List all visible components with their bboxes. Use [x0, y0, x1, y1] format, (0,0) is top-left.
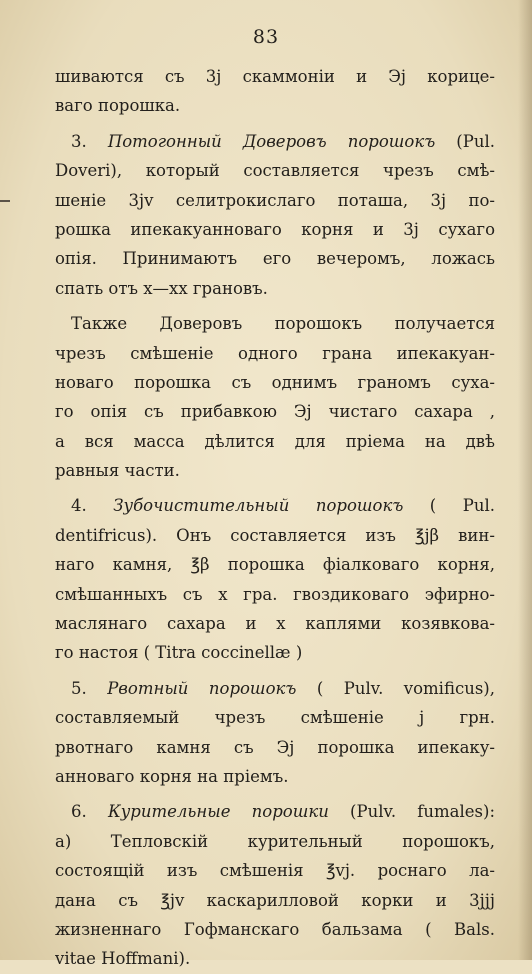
text-line [55, 244, 495, 273]
text-segment: 3. [71, 131, 108, 151]
text-segment: рвотнаго камня съ Эj порошка ипекаку- [55, 737, 495, 757]
text-segment: Также Доверовъ порошокъ получается [71, 314, 495, 334]
text-segment: чрезъ смѣшеніе одного грана ипекакуан- [55, 343, 495, 363]
text-line [55, 521, 495, 550]
text-segment: состоящій изъ смѣшенія ℥vj. роснаго ла- [55, 861, 495, 881]
text-line [55, 339, 495, 368]
text-line [55, 609, 495, 638]
text-line [55, 733, 495, 762]
text-line [55, 397, 495, 426]
text-segment: смѣшанныхъ съ x гра. гвоздиковаго эфирно- [55, 584, 495, 604]
text-segment: го опія съ прибавкою Эj чистаго сахара , [55, 402, 495, 422]
text-line [55, 427, 495, 456]
text-segment: шиваются съ 3j скаммоніи и Эj корице- [55, 67, 495, 86]
text-segment: новаго порошка съ однимъ граномъ суха- [55, 372, 495, 392]
text-line [55, 797, 495, 826]
text-segment: 4. [71, 496, 114, 516]
text-line [55, 703, 495, 732]
page-edge-shadow [518, 0, 532, 960]
text-segment: 6. [71, 802, 108, 822]
text-line [55, 91, 495, 120]
paragraph [55, 797, 495, 973]
paragraph [55, 127, 495, 303]
text-segment: шеніе 3jv селитрокислаго поташа, 3j по- [55, 190, 495, 210]
text-line [55, 762, 495, 791]
text-line [55, 368, 495, 397]
text-segment: дана съ ℥jv каскарилловой корки и 3jjj [55, 890, 495, 910]
text-segment: рошка ипекакуанноваго корня и 3j сухаго [55, 219, 495, 239]
text-line [55, 215, 495, 244]
text-segment: vitae Hoffmani). [55, 949, 191, 969]
text-segment: Doveri), который составляется чрезъ смѣ- [55, 161, 495, 181]
text-line [55, 186, 495, 215]
text-line [55, 638, 495, 667]
body-text [55, 62, 495, 974]
text-segment: анноваго корня на пріемъ. [55, 766, 289, 786]
text-segment: dentifricus). Онъ составляется изъ ℥jβ вин- [55, 525, 495, 545]
text-segment: спать отъ x—xx грановъ. [55, 278, 268, 298]
paragraph [55, 309, 495, 485]
text-line [55, 915, 495, 944]
text-line [55, 886, 495, 915]
text-line [55, 550, 495, 579]
text-segment: ваго порошка. [55, 96, 181, 116]
italic-heading: Зубочистительный порошокъ [113, 496, 404, 516]
text-segment: опія. Принимаютъ его вечеромъ, ложась [55, 249, 495, 269]
paragraph [55, 674, 495, 792]
text-line [55, 827, 495, 856]
text-segment: составляемый чрезъ смѣшеніе j грн. [55, 708, 495, 728]
text-segment: а вся масса дѣлится для пріема на двѣ [55, 431, 495, 451]
italic-heading: Курительные порошки [107, 802, 329, 822]
paragraph [55, 491, 495, 667]
italic-heading: Потогонный Доверовъ порошокъ [107, 131, 436, 151]
text-line [55, 127, 495, 156]
text-segment: равныя части. [55, 461, 180, 481]
text-line [55, 62, 495, 91]
text-segment: (Pul. [435, 131, 495, 151]
text-segment: ( Pul. [403, 496, 495, 516]
paragraph [55, 62, 495, 121]
text-line [55, 156, 495, 185]
text-segment: го настоя ( Titra coccinellæ ) [55, 643, 303, 663]
text-line [55, 944, 495, 973]
margin-mark [0, 200, 10, 202]
text-segment: жизненнаго Гофманскаго бальзама ( Bals. [55, 919, 495, 939]
text-segment: ( Pulv. vomificus), [296, 678, 495, 698]
text-segment: маслянаго сахара и x каплями козявкова- [55, 614, 495, 634]
text-line [55, 309, 495, 338]
text-line [55, 580, 495, 609]
text-line [55, 274, 495, 303]
text-segment: 5. [71, 678, 108, 698]
text-segment: а) Тепловскій курительный порошокъ, [55, 831, 495, 851]
text-segment: наго камня, ℥β порошка фіалковаго корня, [55, 555, 495, 575]
italic-heading: Рвотный порошокъ [107, 678, 297, 698]
text-line [55, 491, 495, 520]
text-line [55, 856, 495, 885]
text-line [55, 456, 495, 485]
text-segment: (Pulv. fumales): [328, 802, 495, 822]
page-number: 83 [252, 26, 280, 48]
text-line [55, 674, 495, 703]
